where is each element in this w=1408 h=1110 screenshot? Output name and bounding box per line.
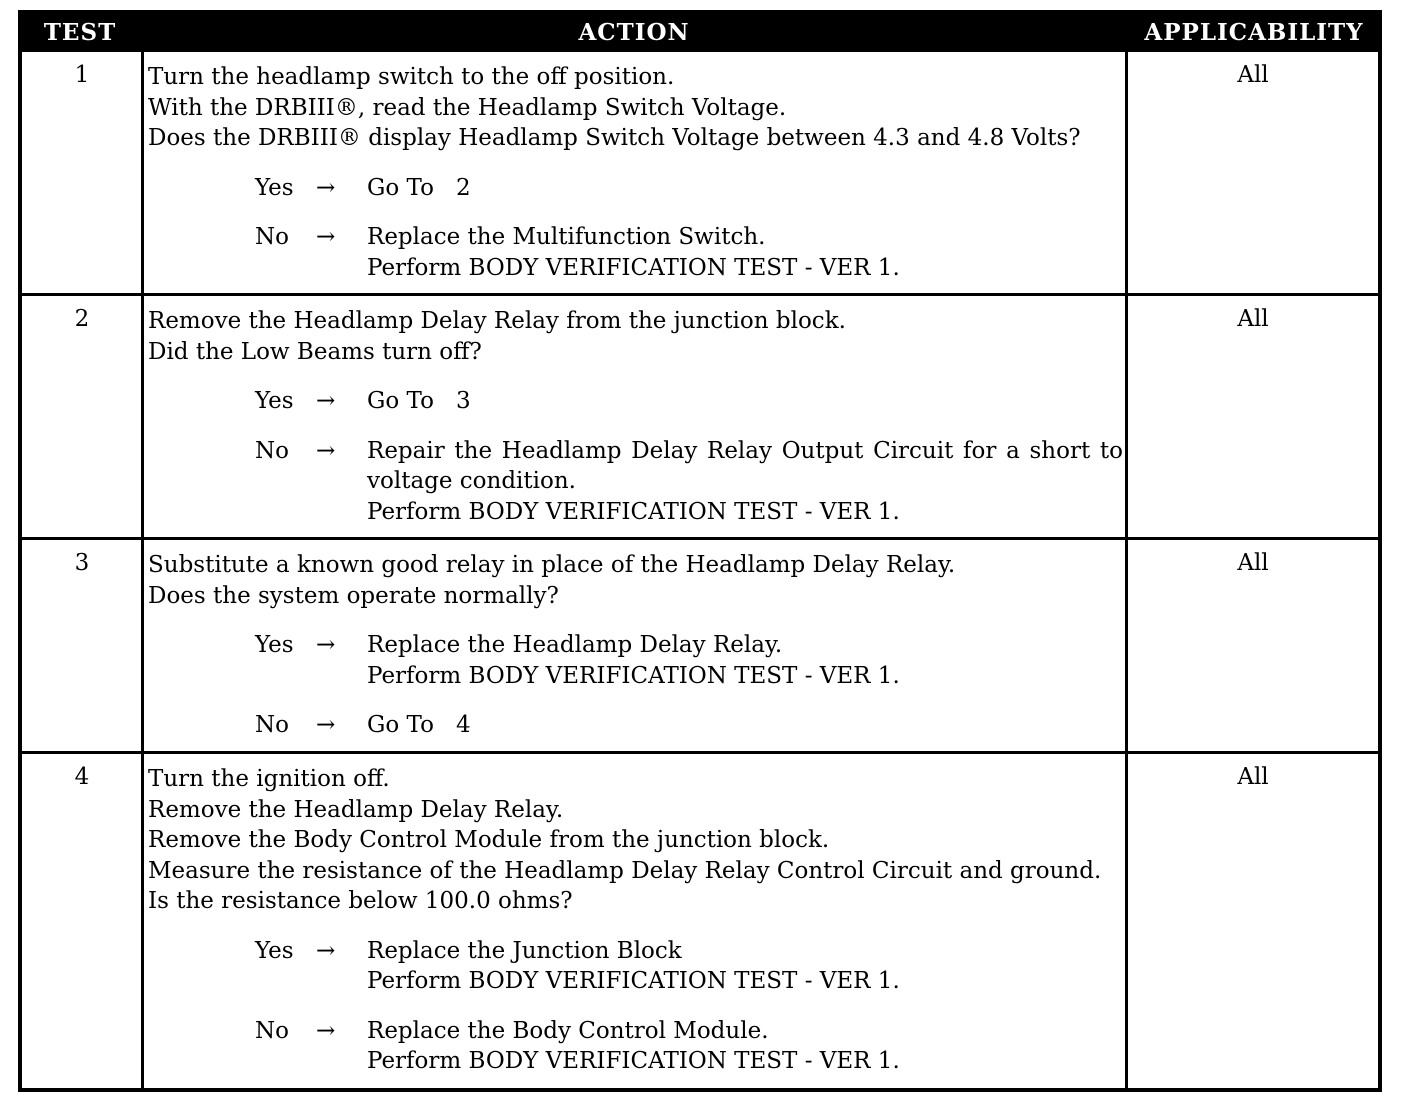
branch-text: Repair the Headlamp Delay Relay Output Circuit for a short to bbox=[367, 437, 1123, 464]
no-label: No bbox=[255, 224, 289, 250]
yes-branch bbox=[148, 173, 1123, 204]
branch-text: Perform BODY VERIFICATION TEST - VER 1. bbox=[367, 662, 900, 689]
goto-test-link[interactable]: 3 bbox=[455, 388, 471, 414]
action-line: Turn the headlamp switch to the off position. bbox=[148, 64, 675, 90]
branch-text: voltage condition. bbox=[367, 468, 576, 494]
table-row-test-4 bbox=[22, 754, 1378, 1088]
branch-text: Perform BODY VERIFICATION TEST - VER 1. bbox=[367, 968, 900, 994]
applicability-cell: All bbox=[1237, 764, 1269, 790]
header-test: TEST bbox=[43, 19, 117, 46]
action-cell bbox=[148, 550, 1123, 741]
branch-text: Perform BODY VERIFICATION TEST - VER 1. bbox=[367, 1048, 900, 1074]
action-line: Is the resistance below 100.0 ohms? bbox=[148, 888, 573, 914]
test-number: 3 bbox=[74, 550, 90, 576]
arrow-icon: → bbox=[316, 632, 336, 658]
goto-test-link[interactable]: 4 bbox=[455, 712, 471, 738]
arrow-icon: → bbox=[316, 712, 336, 738]
action-line: Measure the resistance of the Headlamp Delay Relay Control Circuit and ground. bbox=[148, 857, 1102, 884]
action-line: Does the DRBIII® display Headlamp Switch Voltage between 4.3 and 4.8 Volts? bbox=[148, 125, 1081, 151]
header-action: ACTION bbox=[578, 19, 690, 46]
action-line: Turn the ignition off. bbox=[148, 766, 390, 792]
action-line: Remove the Headlamp Delay Relay. bbox=[148, 796, 564, 823]
branch-text: Replace the Junction Block bbox=[367, 937, 682, 964]
applicability-cell: All bbox=[1237, 62, 1269, 88]
action-cell bbox=[148, 764, 1123, 1077]
goto-label: Go To bbox=[367, 174, 434, 201]
goto-label: Go To bbox=[367, 388, 434, 414]
action-cell bbox=[148, 306, 1123, 527]
branch-text: Replace the Multifunction Switch. bbox=[367, 224, 766, 250]
arrow-icon: → bbox=[316, 437, 336, 464]
action-line: Remove the Headlamp Delay Relay from the junction block. bbox=[148, 308, 846, 334]
action-line: Did the Low Beams turn off? bbox=[148, 338, 482, 365]
no-branch bbox=[148, 710, 1123, 741]
no-branch bbox=[148, 222, 1123, 283]
arrow-icon: → bbox=[316, 224, 336, 250]
test-number: 1 bbox=[74, 62, 90, 88]
no-label: No bbox=[255, 437, 289, 464]
test-number: 2 bbox=[74, 306, 90, 332]
action-line: Substitute a known good relay in place of the Headlamp Delay Relay. bbox=[148, 552, 956, 578]
test-number: 4 bbox=[74, 764, 90, 790]
action-line: With the DRBIII®, read the Headlamp Switch Voltage. bbox=[148, 94, 787, 121]
action-line: Remove the Body Control Module from the junction block. bbox=[148, 827, 830, 853]
header-applicability: APPLICABILITY bbox=[1144, 19, 1364, 46]
table-row-test-3 bbox=[22, 540, 1378, 751]
no-label: No bbox=[255, 712, 289, 738]
goto-label: Go To bbox=[367, 712, 434, 738]
yes-branch bbox=[148, 630, 1123, 691]
action-line: Does the system operate normally? bbox=[148, 582, 559, 609]
goto-test-link[interactable]: 2 bbox=[455, 174, 471, 201]
branch-text: Perform BODY VERIFICATION TEST - VER 1. bbox=[367, 498, 900, 525]
no-branch bbox=[148, 1016, 1123, 1077]
table-row-test-1 bbox=[22, 52, 1378, 293]
arrow-icon: → bbox=[316, 1017, 336, 1044]
action-cell bbox=[148, 62, 1123, 283]
arrow-icon: → bbox=[316, 388, 336, 414]
branch-text: Perform BODY VERIFICATION TEST - VER 1. bbox=[367, 254, 900, 281]
no-branch bbox=[148, 436, 1123, 528]
branch-text: Replace the Headlamp Delay Relay. bbox=[367, 632, 783, 658]
yes-branch bbox=[148, 386, 1123, 417]
no-label: No bbox=[255, 1017, 289, 1044]
yes-label: Yes bbox=[255, 632, 294, 658]
applicability-cell: All bbox=[1237, 550, 1269, 576]
yes-label: Yes bbox=[255, 174, 294, 201]
yes-label: Yes bbox=[255, 937, 294, 964]
applicability-cell: All bbox=[1237, 306, 1269, 332]
arrow-icon: → bbox=[316, 174, 336, 201]
yes-branch bbox=[148, 936, 1123, 997]
table-row-test-2 bbox=[22, 296, 1378, 537]
table-header bbox=[18, 10, 1382, 52]
branch-text: Replace the Body Control Module. bbox=[367, 1017, 769, 1044]
yes-label: Yes bbox=[255, 388, 294, 414]
arrow-icon: → bbox=[316, 937, 336, 964]
diagnostic-test-table bbox=[18, 10, 1382, 1092]
